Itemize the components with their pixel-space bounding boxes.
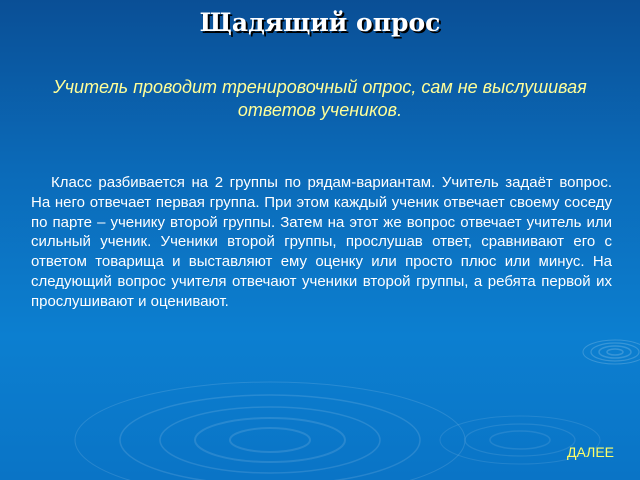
slide-title: Щадящий опрос [199, 8, 441, 37]
next-link[interactable]: ДАЛЕЕ [567, 444, 614, 460]
slide-subtitle: Учитель проводит тренировочный опрос, сам не выслушивая ответов учеников. [53, 77, 587, 120]
slide-body-text: Класс разбивается на 2 группы по рядам-вариантам. Учитель задаёт вопрос. На него отвечает первая группа. При этом каждый ученик отвечает своему соседу по парте – ученику второй группы. Затем на этот же вопрос отвечает учитель или сильный ученик. Ученики второй группы, прослушав ответ, сравнивают его с ответом товарища и выставляют ему оценку или просто плюс или минус. На следующий вопрос учителя отвечают ученики второй группы, а ребята первой их прослушивают и оценивают. [31, 174, 612, 310]
